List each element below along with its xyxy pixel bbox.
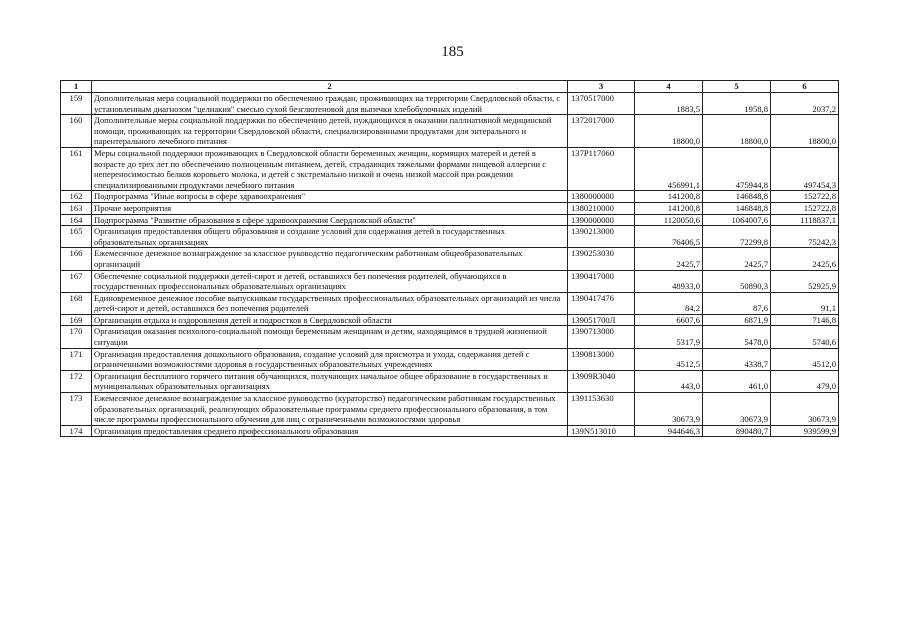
row-value-col6: 152722,8	[771, 191, 839, 203]
table-row	[61, 270, 839, 292]
table-row	[61, 314, 839, 326]
row-value-col4: 5317,9	[635, 326, 703, 348]
row-value-col5: 890480,7	[703, 425, 771, 437]
table-row	[61, 393, 839, 426]
row-code: 1391153630	[568, 393, 635, 426]
row-value-col4: 1883,5	[635, 93, 703, 115]
row-value-col4: 30673,9	[635, 393, 703, 426]
row-code: 13909R3040	[568, 370, 635, 392]
row-name: Прочие мероприятия	[92, 202, 568, 214]
row-code: 139051700Л	[568, 314, 635, 326]
row-value-col5: 2425,7	[703, 248, 771, 270]
table-row	[61, 425, 839, 437]
table-body	[61, 93, 839, 437]
row-value-col5: 6871,9	[703, 314, 771, 326]
row-value-col6: 18800,0	[771, 115, 839, 148]
row-code: 137P117060	[568, 147, 635, 190]
page-number: 185	[441, 44, 464, 60]
row-number: 171	[61, 348, 92, 370]
row-number: 161	[61, 147, 92, 190]
row-code: 1390253030	[568, 248, 635, 270]
row-code: 1390417000	[568, 270, 635, 292]
header-row	[61, 81, 839, 93]
table-row	[61, 326, 839, 348]
row-value-col5: 30673,9	[703, 393, 771, 426]
row-name: Дополнительные меры социальной поддержки по обеспечению детей, нуждающихся в оказании паллиативной медицинской помощи, проживающих на территории Свердловской области, специализированными продуктами для энтерального и парентерального лечебного питания	[92, 115, 568, 148]
row-number: 170	[61, 326, 92, 348]
row-name: Подпрограмма "Иные вопросы в сфере здравоохранения"	[92, 191, 568, 203]
header-col-4: 4	[635, 81, 703, 93]
table-row	[61, 147, 839, 190]
row-value-col5: 18800,0	[703, 115, 771, 148]
header-col-1: 1	[61, 81, 92, 93]
row-name: Организация предоставления среднего профессионального образования	[92, 425, 568, 437]
row-value-col5: 72299,8	[703, 226, 771, 248]
row-value-col5: 146848,8	[703, 191, 771, 203]
row-value-col4: 443,0	[635, 370, 703, 392]
row-code: 1390713000	[568, 326, 635, 348]
row-name: Обеспечение социальной поддержки детей-сирот и детей, оставшихся без попечения родителей, обучающихся в государственных профессиональных образовательных организациях	[92, 270, 568, 292]
row-number: 169	[61, 314, 92, 326]
row-code: 139N513010	[568, 425, 635, 437]
row-value-col4: 84,2	[635, 292, 703, 314]
row-value-col4: 1120050,6	[635, 214, 703, 226]
row-code: 1390813000	[568, 348, 635, 370]
row-value-col5: 50890,3	[703, 270, 771, 292]
row-value-col4: 141200,8	[635, 202, 703, 214]
budget-table	[60, 80, 839, 437]
row-value-col5: 1958,8	[703, 93, 771, 115]
table-row	[61, 248, 839, 270]
row-code: 1380210000	[568, 202, 635, 214]
row-value-col6: 939599,9	[771, 425, 839, 437]
row-value-col6: 7146,8	[771, 314, 839, 326]
table-row	[61, 202, 839, 214]
row-name: Меры социальной поддержки проживающих в Свердловской области беременных женщин, кормящих матерей и детей в возрасте до трех лет по обеспечению полноценным питанием, детей, страдающих тяжелыми формами пищевой аллергии с непереносимостью белков коровьего молока, и детей с экстремально низкой и очень низкой массой при рождении специализированными продуктами лечебного питания	[92, 147, 568, 190]
row-code: 1390213000	[568, 226, 635, 248]
row-name: Организация оказания психолого-социальной помощи беременным женщинам и детям, находящимся в трудной жизненной ситуации	[92, 326, 568, 348]
row-value-col4: 48933,0	[635, 270, 703, 292]
table-row	[61, 214, 839, 226]
row-number: 167	[61, 270, 92, 292]
header-col-3: 3	[568, 81, 635, 93]
row-number: 159	[61, 93, 92, 115]
row-value-col4: 76406,5	[635, 226, 703, 248]
header-col-2: 2	[92, 81, 568, 93]
row-value-col6: 91,1	[771, 292, 839, 314]
row-number: 174	[61, 425, 92, 437]
row-value-col5: 1064007,6	[703, 214, 771, 226]
row-value-col4: 6607,6	[635, 314, 703, 326]
row-value-col4: 141200,8	[635, 191, 703, 203]
row-name: Подпрограмма "Развитие образования в сфере здравоохранения Свердловской области"	[92, 214, 568, 226]
row-name: Организация предоставления дошкольного образования, создание условий для присмотра и ухода, содержания детей с ограниченными возможностями здоровья в государственных образовательных учреждениях	[92, 348, 568, 370]
row-number: 162	[61, 191, 92, 203]
row-code: 1390417476	[568, 292, 635, 314]
row-value-col6: 30673,9	[771, 393, 839, 426]
row-value-col6: 75242,3	[771, 226, 839, 248]
row-value-col6: 2037,2	[771, 93, 839, 115]
row-value-col4: 4512,5	[635, 348, 703, 370]
row-name: Ежемесячное денежное вознаграждение за классное руководство (кураторство) педагогическим работникам государственных образовательных организаций, реализующих образовательные программы среднего профессионального образования, в том числе программы профессионального обучения для лиц с ограниченными возможностями здоровья	[92, 393, 568, 426]
row-code: 1390000000	[568, 214, 635, 226]
row-name: Организация предоставления общего образования и создание условий для содержания детей в государственных образовательных организациях	[92, 226, 568, 248]
row-code: 1370517000	[568, 93, 635, 115]
row-number: 164	[61, 214, 92, 226]
row-number: 165	[61, 226, 92, 248]
row-number: 166	[61, 248, 92, 270]
table-row	[61, 370, 839, 392]
row-value-col4: 2425,7	[635, 248, 703, 270]
row-value-col5: 5478,0	[703, 326, 771, 348]
row-value-col5: 461,0	[703, 370, 771, 392]
row-number: 172	[61, 370, 92, 392]
row-value-col4: 456991,1	[635, 147, 703, 190]
header-col-6: 6	[771, 81, 839, 93]
row-value-col6: 52925,9	[771, 270, 839, 292]
row-name: Организация отдыха и оздоровления детей и подростков в Свердловской области	[92, 314, 568, 326]
row-number: 168	[61, 292, 92, 314]
row-value-col6: 4512,0	[771, 348, 839, 370]
table-row	[61, 292, 839, 314]
row-value-col5: 146848,8	[703, 202, 771, 214]
row-value-col6: 5740,6	[771, 326, 839, 348]
table-row	[61, 226, 839, 248]
row-value-col5: 87,6	[703, 292, 771, 314]
table-row	[61, 191, 839, 203]
row-number: 163	[61, 202, 92, 214]
row-number: 160	[61, 115, 92, 148]
row-name: Дополнительная мера социальной поддержки по обеспечению граждан, проживающих на территории Свердловской области, с установленным диагнозом "целиакия" смесью сухой безглютеновой для выпечки хлебобулочных изделий	[92, 93, 568, 115]
row-value-col6: 479,0	[771, 370, 839, 392]
row-code: 1380000000	[568, 191, 635, 203]
row-value-col5: 475944,8	[703, 147, 771, 190]
row-name: Ежемесячное денежное вознаграждение за классное руководство педагогическим работникам общеобразовательных организаций	[92, 248, 568, 270]
table-row	[61, 115, 839, 148]
row-value-col6: 2425,6	[771, 248, 839, 270]
row-code: 1372017000	[568, 115, 635, 148]
row-value-col6: 497454,3	[771, 147, 839, 190]
row-value-col4: 944646,3	[635, 425, 703, 437]
row-number: 173	[61, 393, 92, 426]
table-row	[61, 93, 839, 115]
row-name: Единовременное денежное пособие выпускникам государственных профессиональных образовательных организаций из числа детей-сирот и детей, оставшихся без попечения родителей	[92, 292, 568, 314]
row-value-col6: 1118837,1	[771, 214, 839, 226]
row-value-col6: 152722,8	[771, 202, 839, 214]
table-row	[61, 348, 839, 370]
row-name: Организация бесплатного горячего питания обучающихся, получающих начальное общее образование в государственных и муниципальных образовательных организациях	[92, 370, 568, 392]
row-value-col5: 4338,7	[703, 348, 771, 370]
row-value-col4: 18800,0	[635, 115, 703, 148]
header-col-5: 5	[703, 81, 771, 93]
